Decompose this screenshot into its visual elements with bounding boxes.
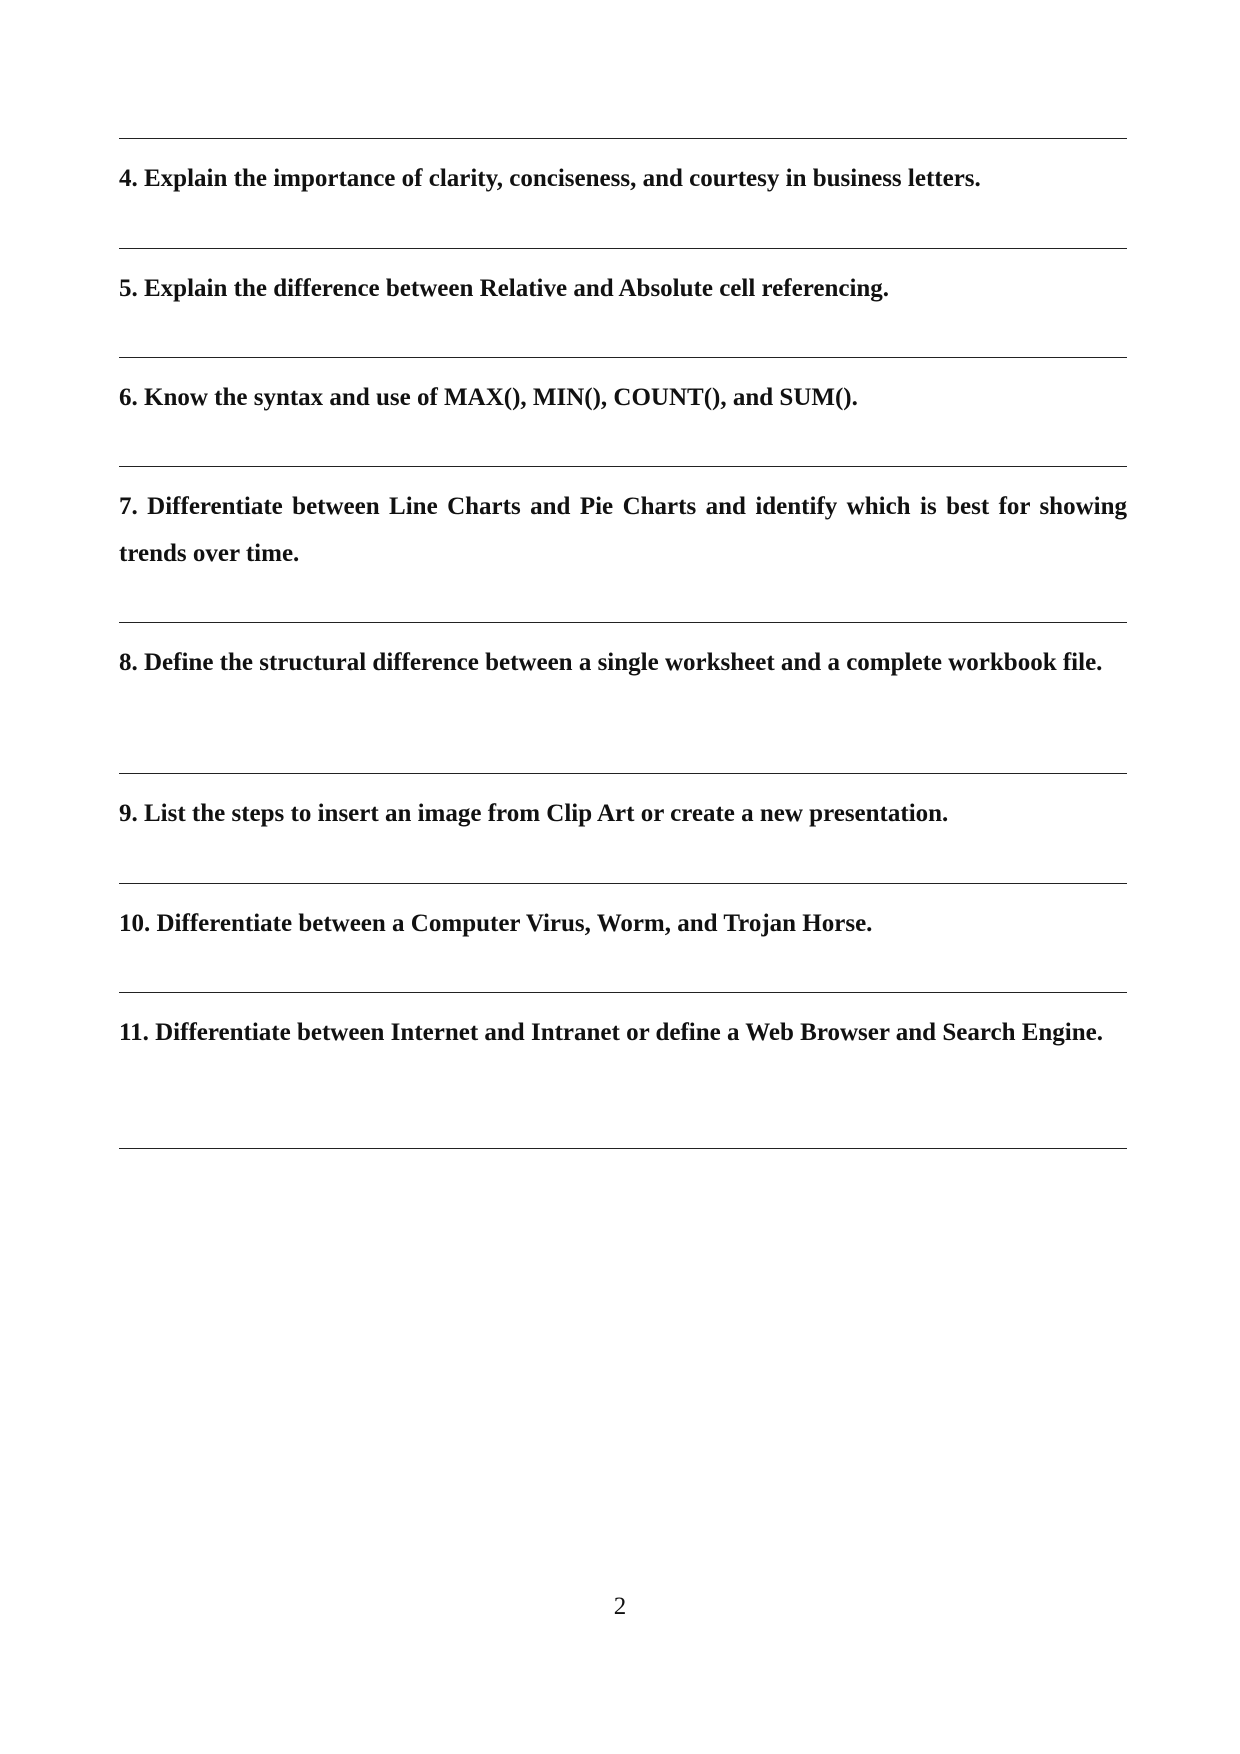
question-5: 5. Explain the difference between Relative and Absolute cell referencing. — [119, 275, 890, 302]
page-number: 2 — [613, 1593, 627, 1620]
answer-line — [119, 992, 1127, 993]
question-7: 7. Differentiate between Line Charts and Pie Charts and identify which is best for showing trends over time. — [119, 493, 1127, 567]
question-8: 8. Define the structural difference between a single worksheet and a complete workbook file. — [119, 649, 1103, 676]
answer-line — [119, 357, 1127, 358]
question-11: 11. Differentiate between Internet and Intranet or define a Web Browser and Search Engine. — [119, 1019, 1103, 1046]
question-10: 10. Differentiate between a Computer Virus, Worm, and Trojan Horse. — [119, 910, 873, 937]
answer-line — [119, 883, 1127, 884]
answer-line — [119, 622, 1127, 623]
answer-line — [119, 466, 1127, 467]
answer-line — [119, 138, 1127, 139]
answer-line — [119, 248, 1127, 249]
question-6: 6. Know the syntax and use of MAX(), MIN(), COUNT(), and SUM(). — [119, 384, 858, 411]
answer-line — [119, 1148, 1127, 1149]
question-9: 9. List the steps to insert an image from Clip Art or create a new presentation. — [119, 800, 949, 827]
answer-line — [119, 773, 1127, 774]
question-4: 4. Explain the importance of clarity, conciseness, and courtesy in business letters. — [119, 165, 981, 192]
